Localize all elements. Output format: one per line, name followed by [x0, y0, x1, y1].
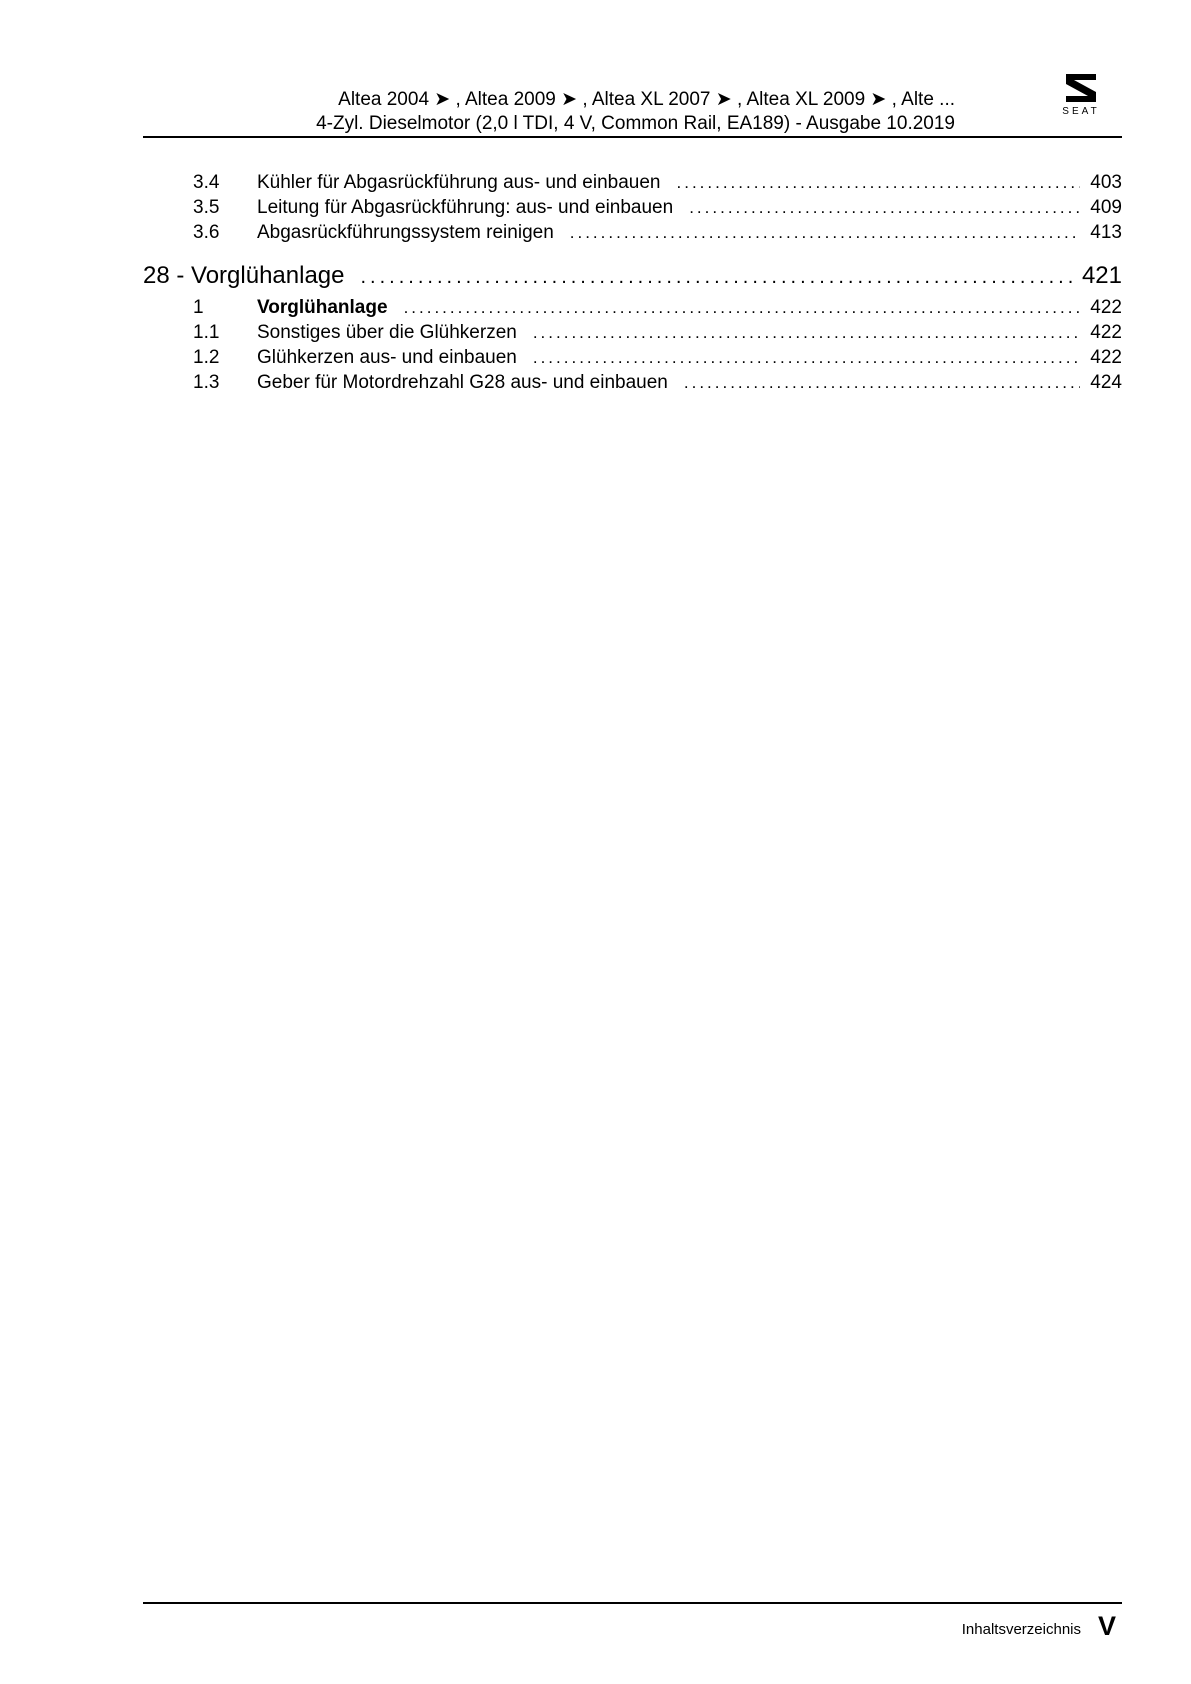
toc-entry-title: Sonstiges über die Glühkerzen: [257, 322, 517, 343]
toc-entry-title: Vorglühanlage: [257, 297, 388, 318]
toc-entry[interactable]: [143, 346, 1122, 370]
toc-leader-dots: [677, 171, 1081, 195]
toc-leader-dots: [404, 296, 1081, 320]
header-model-line: Altea 2004 ➤ , Altea 2009 ➤ , Altea XL 2007 ➤ , Altea XL 2009 ➤ , Alte ...: [338, 89, 955, 110]
toc-entry[interactable]: [143, 171, 1122, 195]
toc-entry-number: 1.2: [193, 347, 220, 368]
toc-entry[interactable]: [143, 321, 1122, 345]
toc-entry-page: 413: [1090, 222, 1122, 243]
toc-leader-dots: [570, 221, 1081, 245]
toc-entry-title: Kühler für Abgasrückführung aus- und einbauen: [257, 172, 661, 193]
toc-entry-page: 424: [1090, 372, 1122, 393]
toc-entry[interactable]: [143, 221, 1122, 245]
toc-entry[interactable]: [143, 371, 1122, 395]
toc-entry[interactable]: [143, 296, 1122, 320]
toc-chapter-page: 421: [1081, 262, 1122, 289]
toc-entry-number: 1.1: [193, 322, 220, 343]
toc-entry-title: Abgasrückführungssystem reinigen: [257, 222, 554, 243]
toc-entry-page: 422: [1090, 297, 1122, 318]
toc-entry-title: Leitung für Abgasrückführung: aus- und einbauen: [257, 197, 674, 218]
footer-divider: [143, 1602, 1122, 1604]
toc-entry-page: 422: [1090, 322, 1122, 343]
header-engine-line: 4-Zyl. Dieselmotor (2,0 l TDI, 4 V, Common Rail, EA189) - Ausgabe 10.2019: [316, 113, 955, 134]
toc-entry-number: 3.5: [193, 197, 220, 218]
toc-entry-number: 1.3: [193, 372, 220, 393]
toc-entry-page: 422: [1090, 347, 1122, 368]
toc-chapter-title: 28 - Vorglühanlage: [143, 262, 345, 289]
toc-entry-number: 1: [193, 297, 204, 318]
toc-leader-dots: [361, 261, 1072, 293]
toc-entry-number: 3.6: [193, 222, 220, 243]
toc-entry-number: 3.4: [193, 172, 220, 193]
toc-entry-page: 403: [1090, 172, 1122, 193]
toc-leader-dots: [684, 371, 1080, 395]
toc-chapter-entry[interactable]: [143, 260, 1122, 292]
toc-entry-title: Geber für Motordrehzahl G28 aus- und einbauen: [257, 372, 668, 393]
toc-entry-page: 409: [1090, 197, 1122, 218]
footer-section-label: Inhaltsverzeichnis: [961, 1621, 1081, 1638]
toc-leader-dots: [533, 346, 1080, 370]
toc-leader-dots: [689, 196, 1080, 220]
toc-entry-title: Glühkerzen aus- und einbauen: [257, 347, 517, 368]
footer-page-number: V: [1097, 1611, 1116, 1641]
header-divider: [143, 136, 1122, 138]
logo-wordmark: SEAT: [1062, 106, 1100, 116]
seat-s-logo-icon: [1052, 72, 1110, 116]
toc-leader-dots: [533, 321, 1080, 345]
toc-entry[interactable]: [143, 196, 1122, 220]
